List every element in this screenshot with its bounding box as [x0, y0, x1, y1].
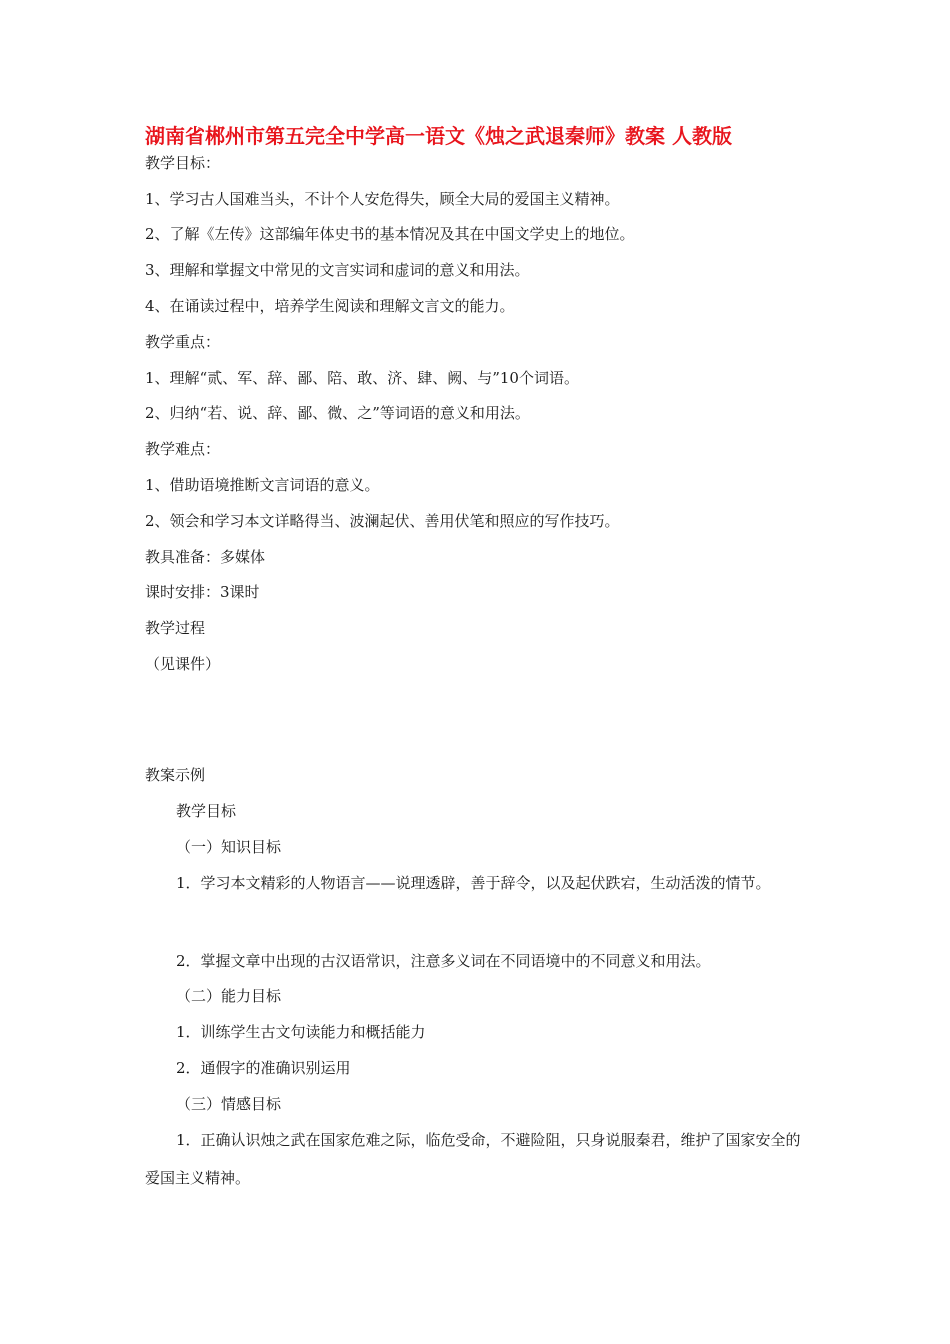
tools-line: 教具准备：多媒体 [145, 548, 266, 566]
process-note: （见课件） [145, 655, 221, 673]
goal-item: 3、理解和掌握文中常见的文言实词和虚词的意义和用法。 [145, 261, 530, 279]
focus-item: 1、理解“贰、军、辞、鄙、陪、敢、济、肆、阙、与”10个词语。 [145, 369, 579, 387]
example-goals-heading: 教学目标 [176, 802, 237, 820]
goals-heading: 教学目标： [145, 154, 221, 172]
goal-item: 1、学习古人国难当头，不计个人安危得失，顾全大局的爱国主义精神。 [145, 190, 620, 208]
focus-item: 2、归纳“若、说、辞、鄙、微、之”等词语的意义和用法。 [145, 404, 530, 422]
emotion-heading: （三）情感目标 [176, 1095, 282, 1113]
goal-item: 2、了解《左传》这部编年体史书的基本情况及其在中国文学史上的地位。 [145, 225, 635, 243]
knowledge-item: 1．学习本文精彩的人物语言——说理透辟，善于辞令，以及起伏跌宕，生动活泼的情节。 [176, 874, 771, 892]
emotion-item: 1．正确认识烛之武在国家危难之际，临危受命，不避险阻，只身说服秦君，维护了国家安全的爱国主义精神。 [145, 1131, 801, 1187]
difficulty-item: 2、领会和学习本文详略得当、波澜起伏、善用伏笔和照应的写作技巧。 [145, 512, 620, 530]
document-title: 湖南省郴州市第五完全中学高一语文《烛之武退秦师》教案 人教版 [145, 124, 732, 148]
ability-heading: （二）能力目标 [176, 987, 282, 1005]
difficulty-heading: 教学难点： [145, 440, 221, 458]
schedule-line: 课时安排：3课时 [145, 583, 260, 601]
knowledge-heading: （一）知识目标 [176, 838, 282, 856]
ability-item: 1．训练学生古文句读能力和概括能力 [176, 1023, 426, 1041]
example-heading: 教案示例 [145, 766, 206, 784]
focus-heading: 教学重点： [145, 333, 221, 351]
knowledge-item: 2．掌握文章中出现的古汉语常识，注意多义词在不同语境中的不同意义和用法。 [176, 952, 711, 970]
ability-item: 2．通假字的准确识别运用 [176, 1059, 351, 1077]
difficulty-item: 1、借助语境推断文言词语的意义。 [145, 476, 380, 494]
process-heading: 教学过程 [145, 619, 206, 637]
goal-item: 4、在诵读过程中，培养学生阅读和理解文言文的能力。 [145, 297, 515, 315]
